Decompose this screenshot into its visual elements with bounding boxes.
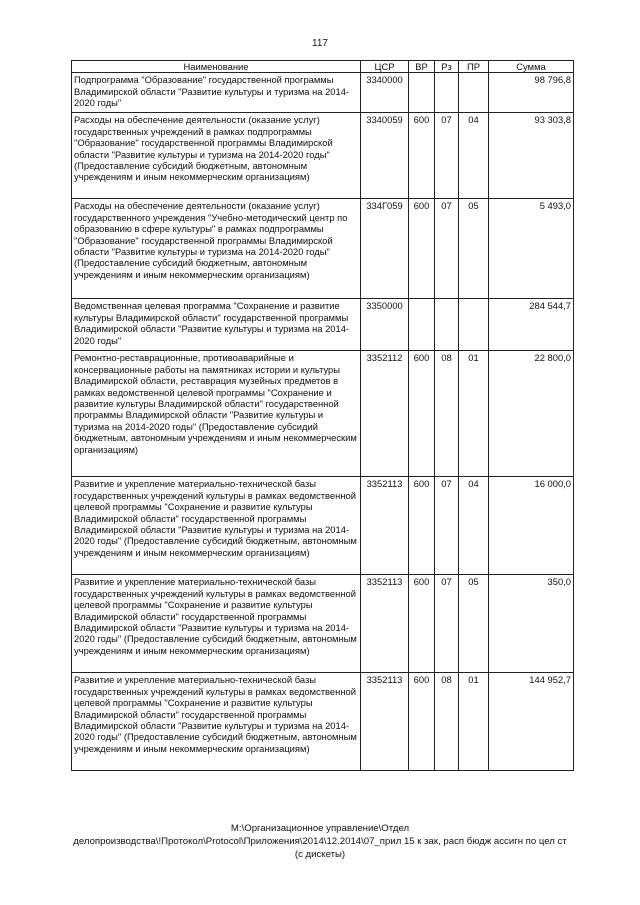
header-sum: Сумма: [489, 61, 574, 73]
table-row: [72, 351, 574, 477]
header-name: Наименование: [72, 61, 361, 73]
table-row: [72, 673, 574, 771]
table-row: [72, 113, 574, 199]
row-sum: 350,0: [489, 575, 574, 673]
table-row: [72, 477, 574, 575]
row-pr: [459, 73, 489, 113]
row-csr: 3352113: [361, 673, 409, 771]
row-name: Расходы на обеспечение деятельности (оказание услуг) государственного учреждения "Учебно-методический центр по образованию в сфере культуры" в рамках подпрограммы "Образование" государственной программы Владимирской области "Развитие культуры и туризма на 2014-2020 годы" (Предоставление субсидий бюджетным, автономным учреждениям и иным некоммерческим организациям): [72, 199, 361, 299]
row-sum: 144 952,7: [489, 673, 574, 771]
row-pr: 05: [459, 199, 489, 299]
row-csr: 3340059: [361, 113, 409, 199]
table-row: [72, 575, 574, 673]
table-row: [72, 73, 574, 113]
row-rz: 08: [435, 673, 459, 771]
row-rz: [435, 299, 459, 351]
page-number: 117: [312, 38, 328, 49]
row-sum: 16 000,0: [489, 477, 574, 575]
row-csr: 3352112: [361, 351, 409, 477]
row-vr: 600: [409, 477, 435, 575]
row-rz: 07: [435, 113, 459, 199]
row-sum: 93 303,8: [489, 113, 574, 199]
table-row: [72, 199, 574, 299]
row-vr: [409, 73, 435, 113]
row-pr: 01: [459, 351, 489, 477]
footer-line-2: делопроизводства\!Протокол\Protocol\Приложения\2014\12.2014\07_прил 15 к зак, расп бюдж ассигн по цел ст: [73, 836, 567, 847]
budget-table: [71, 60, 574, 771]
row-sum: 284 544,7: [489, 299, 574, 351]
row-name: Ведомственная целевая программа "Сохранение и развитие культуры Владимирской области" государственной программы Владимирской области "Развитие культуры и туризма на 2014-2020 годы": [72, 299, 361, 351]
row-csr: 3350000: [361, 299, 409, 351]
row-csr: 3352113: [361, 575, 409, 673]
footer-line-1: М:\Организационное управление\Отдел: [230, 823, 410, 834]
row-rz: 07: [435, 199, 459, 299]
row-rz: 07: [435, 575, 459, 673]
footer-file-path: [0, 822, 640, 861]
row-name: Ремонтно-реставрационные, противоаварийные и консервационные работы на памятниках истории и культуры Владимирской области, реставрация музейных предметов в рамках ведомственной целевой программы "Сохранение и развитие культуры Владимирской области" государственной программы Владимирской области "Развитие культуры и туризма на 2014-2020 годы" (Предоставление субсидий бюджетным, автономным учреждениям и иным некоммерческим организациям): [72, 351, 361, 477]
row-csr: 334Г059: [361, 199, 409, 299]
table-header-row: [72, 61, 574, 73]
row-name: Расходы на обеспечение деятельности (оказание услуг) государственных учреждений в рамках подпрограммы "Образование" государственной программы Владимирской области "Развитие культуры и туризма на 2014-2020 годы" (Предоставление субсидий бюджетным, автономным учреждениям и иным некоммерческим организациям): [72, 113, 361, 199]
row-pr: 05: [459, 575, 489, 673]
row-rz: [435, 73, 459, 113]
row-name: Развитие и укрепление материально-технической базы государственных учреждений культуры в рамках ведомственной целевой программы "Сохранение и развитие культуры Владимирской области" государственной программы Владимирской области "Развитие культуры и туризма на 2014-2020 годы" (Предоставление субсидий бюджетным, автономным учреждениям и иным некоммерческим организациям): [72, 673, 361, 771]
header-rz: Рз: [435, 61, 459, 73]
row-sum: 98 796,8: [489, 73, 574, 113]
header-vr: ВР: [409, 61, 435, 73]
row-name: Развитие и укрепление материально-технической базы государственных учреждений культуры в рамках ведомственной целевой программы "Сохранение и развитие культуры Владимирской области" государственной программы Владимирской области "Развитие культуры и туризма на 2014-2020 годы" (Предоставление субсидий бюджетным, автономным учреждениям и иным некоммерческим организациям): [72, 477, 361, 575]
row-rz: 07: [435, 477, 459, 575]
row-sum: 5 493,0: [489, 199, 574, 299]
table-row: [72, 299, 574, 351]
header-csr: ЦСР: [361, 61, 409, 73]
row-pr: 04: [459, 477, 489, 575]
row-vr: 600: [409, 113, 435, 199]
row-rz: 08: [435, 351, 459, 477]
row-name: Подпрограмма "Образование" государственной программы Владимирской области "Развитие культуры и туризма на 2014-2020 годы": [72, 73, 361, 113]
row-csr: 3352113: [361, 477, 409, 575]
row-name: Развитие и укрепление материально-технической базы государственных учреждений культуры в рамках ведомственной целевой программы "Сохранение и развитие культуры Владимирской области" государственной программы Владимирской области "Развитие культуры и туризма на 2014-2020 годы" (Предоставление субсидий бюджетным, автономным учреждениям и иным некоммерческим организациям): [72, 575, 361, 673]
footer-line-3: (с дискеты): [294, 849, 346, 860]
row-vr: 600: [409, 351, 435, 477]
row-vr: [409, 299, 435, 351]
row-csr: 3340000: [361, 73, 409, 113]
row-pr: 04: [459, 113, 489, 199]
row-vr: 600: [409, 575, 435, 673]
row-sum: 22 800,0: [489, 351, 574, 477]
header-pr: ПР: [459, 61, 489, 73]
row-pr: [459, 299, 489, 351]
row-vr: 600: [409, 199, 435, 299]
row-vr: 600: [409, 673, 435, 771]
row-pr: 01: [459, 673, 489, 771]
